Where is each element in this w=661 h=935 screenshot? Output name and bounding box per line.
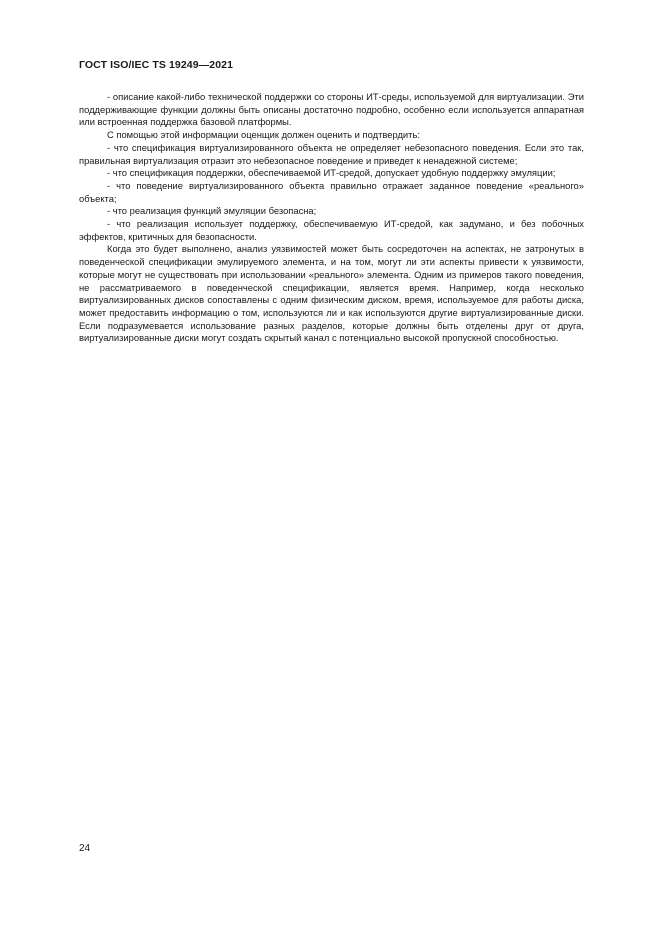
- paragraph-vulnerability-analysis: Когда это будет выполнено, анализ уязвимостей может быть сосредоточен на аспектах, не затронутых в поведенческой спецификации эмулируемого элемента, и на том, могут ли эти аспекты привести к уязвимости, которые могут не существовать при использовании «реального» элемента. Одним из примеров такого поведения, не рассматриваемого в поведенческой спецификации, является время. Например, когда несколько виртуализированных дисков сопоставлены с одним физическим диском, время, используемое для работы диска, может предоставить информацию о том, используются ли и как используются другие виртуализированные диски. Если подразумевается использование разных разделов, которые должны быть отделены друг от друга, виртуализированные диски могут создать скрытый канал с потенциально высокой пропускной способностью.: [79, 243, 584, 344]
- paragraph-side-effects: - что реализация использует поддержку, обеспечиваемую ИТ-средой, как задумано, и без побочных эффектов, критичных для безопасности.: [79, 218, 584, 242]
- paragraph-it-support: - описание какой-либо технической поддержки со стороны ИТ-среды, используемой для виртуализации. Эти поддерживающие функции должны быть описаны достаточно подробно, особенно если используется аппаратная или встроенная поддержка базовой платформы.: [79, 91, 584, 128]
- paragraph-emulation-safe: - что реализация функций эмуляции безопасна;: [107, 205, 317, 217]
- document-body: [79, 91, 584, 345]
- page-number: 24: [79, 843, 91, 854]
- paragraph-spec-unsafe: - что спецификация виртуализированного объекта не определяет небезопасного поведения. Если это так, правильная виртуализация отразит это небезопасное поведение и приведет к ненадежной системе;: [79, 141, 584, 166]
- document-header: ГОСТ ISO/IEC TS 19249—2021: [79, 59, 234, 71]
- paragraph-behavior-reflects: - что поведение виртуализированного объекта правильно отражает заданное поведение «реального» объекта;: [79, 179, 584, 204]
- paragraph-evaluator-intro: С помощью этой информации оценщик должен оценить и подтвердить:: [107, 129, 420, 141]
- paragraph-support-emulation: - что спецификация поддержки, обеспечиваемой ИТ-средой, допускает удобную поддержку эмуляции;: [107, 167, 556, 179]
